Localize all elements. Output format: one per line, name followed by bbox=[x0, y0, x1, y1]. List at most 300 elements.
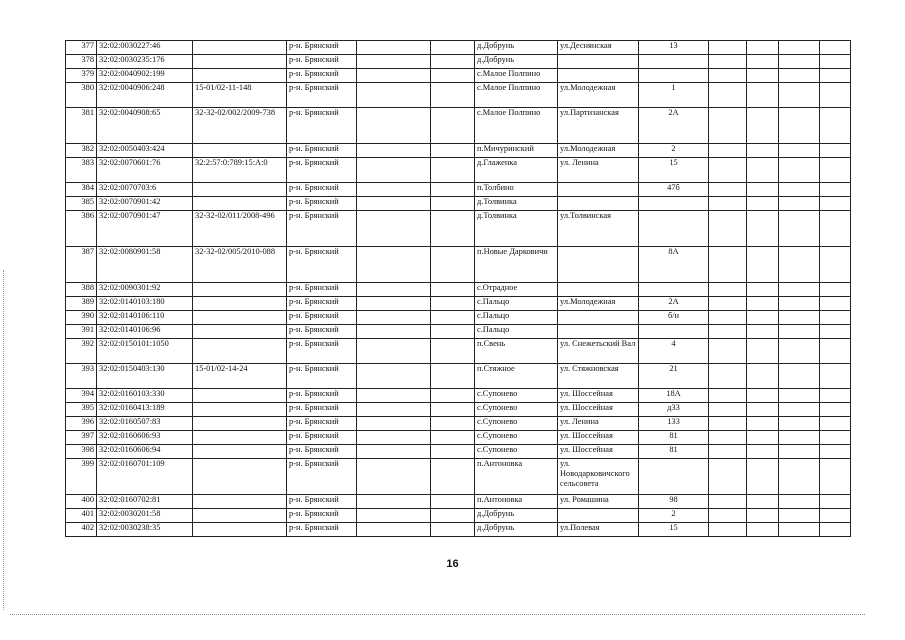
empty-cell bbox=[357, 403, 431, 417]
district: р-н. Брянский bbox=[287, 339, 357, 364]
empty-cell bbox=[431, 297, 475, 311]
cadastral-number: 32:02:0050403:424 bbox=[97, 144, 193, 158]
locality: п.Новые Дарковичи bbox=[475, 247, 558, 283]
empty-cell bbox=[431, 83, 475, 108]
cadastral-number: 32:02:0140106:110 bbox=[97, 311, 193, 325]
empty-cell bbox=[820, 183, 851, 197]
table-row bbox=[66, 211, 851, 247]
empty-cell bbox=[747, 211, 779, 247]
district: р-н. Брянский bbox=[287, 509, 357, 523]
street bbox=[558, 283, 639, 297]
empty-cell bbox=[431, 417, 475, 431]
row-number: 383 bbox=[66, 158, 97, 183]
empty-cell bbox=[709, 445, 747, 459]
empty-cell bbox=[357, 183, 431, 197]
empty-cell bbox=[779, 523, 820, 537]
table-row bbox=[66, 83, 851, 108]
empty-cell bbox=[709, 247, 747, 283]
empty-cell bbox=[779, 144, 820, 158]
empty-cell bbox=[431, 459, 475, 495]
district: р-н. Брянский bbox=[287, 41, 357, 55]
registration-number bbox=[193, 41, 287, 55]
district: р-н. Брянский bbox=[287, 495, 357, 509]
street bbox=[558, 197, 639, 211]
empty-cell bbox=[357, 459, 431, 495]
empty-cell bbox=[431, 41, 475, 55]
cadastral-number: 32:02:0150403:130 bbox=[97, 364, 193, 389]
empty-cell bbox=[779, 417, 820, 431]
empty-cell bbox=[709, 459, 747, 495]
row-number: 382 bbox=[66, 144, 97, 158]
street bbox=[558, 325, 639, 339]
empty-cell bbox=[709, 417, 747, 431]
empty-cell bbox=[357, 55, 431, 69]
registration-number bbox=[193, 183, 287, 197]
district: р-н. Брянский bbox=[287, 389, 357, 403]
empty-cell bbox=[357, 197, 431, 211]
row-number: 391 bbox=[66, 325, 97, 339]
empty-cell bbox=[431, 523, 475, 537]
cadastral-number: 32:02:0160702:81 bbox=[97, 495, 193, 509]
empty-cell bbox=[820, 403, 851, 417]
district: р-н. Брянский bbox=[287, 197, 357, 211]
empty-cell bbox=[747, 283, 779, 297]
registration-number bbox=[193, 69, 287, 83]
registration-number bbox=[193, 389, 287, 403]
empty-cell bbox=[747, 144, 779, 158]
row-number: 388 bbox=[66, 283, 97, 297]
empty-cell bbox=[709, 364, 747, 389]
street: ул.Партизанская bbox=[558, 108, 639, 144]
page-number: 16 bbox=[446, 558, 459, 570]
district: р-н. Брянский bbox=[287, 325, 357, 339]
empty-cell bbox=[357, 509, 431, 523]
empty-cell bbox=[820, 108, 851, 144]
row-number: 381 bbox=[66, 108, 97, 144]
district: р-н. Брянский bbox=[287, 364, 357, 389]
empty-cell bbox=[779, 108, 820, 144]
cadastral-number: 32:02:0160103:330 bbox=[97, 389, 193, 403]
table-body bbox=[66, 41, 851, 537]
empty-cell bbox=[820, 523, 851, 537]
empty-cell bbox=[357, 41, 431, 55]
empty-cell bbox=[747, 459, 779, 495]
empty-cell bbox=[431, 509, 475, 523]
row-number: 392 bbox=[66, 339, 97, 364]
district: р-н. Брянский bbox=[287, 417, 357, 431]
empty-cell bbox=[747, 55, 779, 69]
empty-cell bbox=[747, 509, 779, 523]
empty-cell bbox=[709, 41, 747, 55]
street bbox=[558, 55, 639, 69]
empty-cell bbox=[820, 459, 851, 495]
empty-cell bbox=[820, 83, 851, 108]
locality: с.Малое Полпино bbox=[475, 83, 558, 108]
row-number: 377 bbox=[66, 41, 97, 55]
empty-cell bbox=[357, 364, 431, 389]
street bbox=[558, 183, 639, 197]
empty-cell bbox=[820, 445, 851, 459]
locality: д.Глаженка bbox=[475, 158, 558, 183]
district: р-н. Брянский bbox=[287, 183, 357, 197]
empty-cell bbox=[709, 83, 747, 108]
row-number: 398 bbox=[66, 445, 97, 459]
locality: п.Антоновка bbox=[475, 495, 558, 509]
cadastral-number: 32:02:0070901:47 bbox=[97, 211, 193, 247]
empty-cell bbox=[357, 523, 431, 537]
empty-cell bbox=[709, 403, 747, 417]
empty-cell bbox=[779, 197, 820, 211]
empty-cell bbox=[779, 325, 820, 339]
empty-cell bbox=[779, 283, 820, 297]
street bbox=[558, 69, 639, 83]
empty-cell bbox=[357, 283, 431, 297]
empty-cell bbox=[747, 108, 779, 144]
registration-number bbox=[193, 431, 287, 445]
district: р-н. Брянский bbox=[287, 445, 357, 459]
district: р-н. Брянский bbox=[287, 459, 357, 495]
registration-number bbox=[193, 144, 287, 158]
empty-cell bbox=[431, 69, 475, 83]
empty-cell bbox=[709, 389, 747, 403]
district: р-н. Брянский bbox=[287, 431, 357, 445]
empty-cell bbox=[431, 158, 475, 183]
empty-cell bbox=[357, 389, 431, 403]
empty-cell bbox=[431, 144, 475, 158]
empty-cell bbox=[747, 311, 779, 325]
empty-cell bbox=[431, 197, 475, 211]
street: ул. Шоссейная bbox=[558, 403, 639, 417]
row-number: 399 bbox=[66, 459, 97, 495]
cadastral-number: 32:02:0090301:92 bbox=[97, 283, 193, 297]
locality: д.Добрунь bbox=[475, 55, 558, 69]
table-row bbox=[66, 311, 851, 325]
house-number bbox=[639, 459, 709, 495]
empty-cell bbox=[709, 509, 747, 523]
empty-cell bbox=[747, 523, 779, 537]
empty-cell bbox=[779, 69, 820, 83]
district: р-н. Брянский bbox=[287, 523, 357, 537]
registration-number bbox=[193, 339, 287, 364]
empty-cell bbox=[779, 339, 820, 364]
house-number: 21 bbox=[639, 364, 709, 389]
empty-cell bbox=[357, 69, 431, 83]
empty-cell bbox=[820, 55, 851, 69]
district: р-н. Брянский bbox=[287, 83, 357, 108]
empty-cell bbox=[779, 389, 820, 403]
empty-cell bbox=[431, 183, 475, 197]
street: ул.Деснянская bbox=[558, 41, 639, 55]
house-number: 15 bbox=[639, 158, 709, 183]
locality: д.Толвинка bbox=[475, 211, 558, 247]
empty-cell bbox=[357, 339, 431, 364]
house-number: 2А bbox=[639, 297, 709, 311]
cadastral-number: 32:02:0150101:1050 bbox=[97, 339, 193, 364]
empty-cell bbox=[779, 158, 820, 183]
row-number: 397 bbox=[66, 431, 97, 445]
row-number: 385 bbox=[66, 197, 97, 211]
empty-cell bbox=[779, 297, 820, 311]
empty-cell bbox=[431, 403, 475, 417]
empty-cell bbox=[747, 325, 779, 339]
empty-cell bbox=[357, 247, 431, 283]
registration-number bbox=[193, 445, 287, 459]
empty-cell bbox=[709, 211, 747, 247]
empty-cell bbox=[747, 158, 779, 183]
cadastral-number: 32:02:0140106:96 bbox=[97, 325, 193, 339]
empty-cell bbox=[709, 69, 747, 83]
registration-number bbox=[193, 509, 287, 523]
cadastral-number: 32:02:0040908:65 bbox=[97, 108, 193, 144]
registration-number bbox=[193, 283, 287, 297]
table-row bbox=[66, 445, 851, 459]
empty-cell bbox=[357, 445, 431, 459]
street: ул. Стяжновская bbox=[558, 364, 639, 389]
empty-cell bbox=[747, 495, 779, 509]
house-number: 1 bbox=[639, 83, 709, 108]
empty-cell bbox=[779, 445, 820, 459]
street: ул.Полевая bbox=[558, 523, 639, 537]
table-row bbox=[66, 364, 851, 389]
cadastral-number: 32:02:0070703:6 bbox=[97, 183, 193, 197]
row-number: 401 bbox=[66, 509, 97, 523]
cadastral-number: 32:02:0040902:199 bbox=[97, 69, 193, 83]
registration-number: 15-01/02-14-24 bbox=[193, 364, 287, 389]
empty-cell bbox=[747, 339, 779, 364]
empty-cell bbox=[431, 495, 475, 509]
empty-cell bbox=[820, 311, 851, 325]
row-number: 384 bbox=[66, 183, 97, 197]
empty-cell bbox=[820, 69, 851, 83]
registration-number bbox=[193, 417, 287, 431]
row-number: 389 bbox=[66, 297, 97, 311]
street bbox=[558, 247, 639, 283]
empty-cell bbox=[357, 211, 431, 247]
table-row bbox=[66, 158, 851, 183]
house-number: б/н bbox=[639, 311, 709, 325]
empty-cell bbox=[709, 311, 747, 325]
house-number: 2А bbox=[639, 108, 709, 144]
empty-cell bbox=[779, 247, 820, 283]
empty-cell bbox=[709, 55, 747, 69]
table-row bbox=[66, 417, 851, 431]
locality: с.Супонево bbox=[475, 403, 558, 417]
cadastral-number: 32:02:0030227:46 bbox=[97, 41, 193, 55]
empty-cell bbox=[820, 211, 851, 247]
empty-cell bbox=[357, 431, 431, 445]
house-number: 13 bbox=[639, 41, 709, 55]
empty-cell bbox=[779, 211, 820, 247]
house-number: 133 bbox=[639, 417, 709, 431]
empty-cell bbox=[747, 297, 779, 311]
table-row bbox=[66, 183, 851, 197]
empty-cell bbox=[431, 55, 475, 69]
cadastral-number: 32:02:0160606:94 bbox=[97, 445, 193, 459]
house-number bbox=[639, 211, 709, 247]
locality: с.Пальцо bbox=[475, 297, 558, 311]
empty-cell bbox=[431, 247, 475, 283]
empty-cell bbox=[779, 459, 820, 495]
empty-cell bbox=[357, 158, 431, 183]
empty-cell bbox=[709, 325, 747, 339]
locality: с.Пальцо bbox=[475, 311, 558, 325]
registration-number bbox=[193, 523, 287, 537]
row-number: 379 bbox=[66, 69, 97, 83]
empty-cell bbox=[779, 311, 820, 325]
empty-cell bbox=[779, 183, 820, 197]
table-row bbox=[66, 403, 851, 417]
row-number: 396 bbox=[66, 417, 97, 431]
empty-cell bbox=[820, 495, 851, 509]
table-row bbox=[66, 108, 851, 144]
row-number: 380 bbox=[66, 83, 97, 108]
empty-cell bbox=[747, 417, 779, 431]
row-number: 400 bbox=[66, 495, 97, 509]
table-row bbox=[66, 55, 851, 69]
empty-cell bbox=[709, 158, 747, 183]
street: ул. Шоссейная bbox=[558, 431, 639, 445]
district: р-н. Брянский bbox=[287, 247, 357, 283]
district: р-н. Брянский bbox=[287, 108, 357, 144]
empty-cell bbox=[820, 509, 851, 523]
street: ул. Новодарковичского сельсовета bbox=[558, 459, 639, 495]
empty-cell bbox=[357, 325, 431, 339]
table-row bbox=[66, 431, 851, 445]
empty-cell bbox=[779, 364, 820, 389]
house-number: 2 bbox=[639, 509, 709, 523]
street: ул. Шоссейная bbox=[558, 389, 639, 403]
empty-cell bbox=[779, 41, 820, 55]
empty-cell bbox=[779, 83, 820, 108]
empty-cell bbox=[709, 108, 747, 144]
empty-cell bbox=[431, 431, 475, 445]
empty-cell bbox=[431, 389, 475, 403]
district: р-н. Брянский bbox=[287, 158, 357, 183]
locality: д.Толвинка bbox=[475, 197, 558, 211]
empty-cell bbox=[709, 523, 747, 537]
locality: п.Толбино bbox=[475, 183, 558, 197]
empty-cell bbox=[747, 83, 779, 108]
table-row bbox=[66, 339, 851, 364]
property-table bbox=[65, 40, 851, 537]
locality: с.Супонево bbox=[475, 417, 558, 431]
empty-cell bbox=[820, 364, 851, 389]
table-row bbox=[66, 144, 851, 158]
house-number: 15 bbox=[639, 523, 709, 537]
row-number: 402 bbox=[66, 523, 97, 537]
empty-cell bbox=[747, 197, 779, 211]
empty-cell bbox=[820, 41, 851, 55]
empty-cell bbox=[820, 297, 851, 311]
district: р-н. Брянский bbox=[287, 311, 357, 325]
empty-cell bbox=[709, 431, 747, 445]
row-number: 390 bbox=[66, 311, 97, 325]
table-row bbox=[66, 69, 851, 83]
empty-cell bbox=[779, 403, 820, 417]
house-number bbox=[639, 197, 709, 211]
locality: с.Супонево bbox=[475, 389, 558, 403]
house-number: 8А bbox=[639, 247, 709, 283]
house-number: 81 bbox=[639, 445, 709, 459]
empty-cell bbox=[820, 417, 851, 431]
empty-cell bbox=[431, 311, 475, 325]
empty-cell bbox=[357, 83, 431, 108]
house-number: 81 bbox=[639, 431, 709, 445]
empty-cell bbox=[357, 297, 431, 311]
street: ул.Молодежная bbox=[558, 83, 639, 108]
street: ул.Молодежная bbox=[558, 144, 639, 158]
house-number bbox=[639, 283, 709, 297]
locality: с.Супонево bbox=[475, 445, 558, 459]
scan-artifact-line bbox=[10, 612, 865, 615]
house-number bbox=[639, 325, 709, 339]
registration-number bbox=[193, 197, 287, 211]
empty-cell bbox=[357, 108, 431, 144]
registration-number: 32:2:57:0:789:15:А:0 bbox=[193, 158, 287, 183]
table-row bbox=[66, 389, 851, 403]
street: ул. Ромашина bbox=[558, 495, 639, 509]
district: р-н. Брянский bbox=[287, 55, 357, 69]
empty-cell bbox=[747, 69, 779, 83]
empty-cell bbox=[820, 144, 851, 158]
table-row bbox=[66, 509, 851, 523]
table-row bbox=[66, 283, 851, 297]
street: ул.Молодежная bbox=[558, 297, 639, 311]
cadastral-number: 32:02:0030201:58 bbox=[97, 509, 193, 523]
street: ул. Ленина bbox=[558, 158, 639, 183]
cadastral-number: 32:02:0030235:176 bbox=[97, 55, 193, 69]
table-row bbox=[66, 495, 851, 509]
empty-cell bbox=[709, 495, 747, 509]
empty-cell bbox=[779, 431, 820, 445]
registration-number bbox=[193, 325, 287, 339]
empty-cell bbox=[709, 283, 747, 297]
empty-cell bbox=[747, 403, 779, 417]
locality: п.Мичуринский bbox=[475, 144, 558, 158]
empty-cell bbox=[431, 325, 475, 339]
registration-number bbox=[193, 55, 287, 69]
empty-cell bbox=[820, 197, 851, 211]
empty-cell bbox=[820, 325, 851, 339]
locality: с.Малое Полпино bbox=[475, 108, 558, 144]
house-number: 4 bbox=[639, 339, 709, 364]
house-number: д33 bbox=[639, 403, 709, 417]
district: р-н. Брянский bbox=[287, 297, 357, 311]
table-row bbox=[66, 325, 851, 339]
empty-cell bbox=[431, 283, 475, 297]
district: р-н. Брянский bbox=[287, 211, 357, 247]
empty-cell bbox=[820, 431, 851, 445]
scan-edge-line bbox=[3, 270, 5, 610]
row-number: 387 bbox=[66, 247, 97, 283]
empty-cell bbox=[357, 417, 431, 431]
empty-cell bbox=[779, 55, 820, 69]
table-row bbox=[66, 523, 851, 537]
empty-cell bbox=[820, 247, 851, 283]
street: ул.Толвинская bbox=[558, 211, 639, 247]
cadastral-number: 32:02:0160507:83 bbox=[97, 417, 193, 431]
empty-cell bbox=[820, 283, 851, 297]
registration-number bbox=[193, 297, 287, 311]
registration-number: 32-32-02/002/2009-738 bbox=[193, 108, 287, 144]
registration-number: 32-32-02/005/2010-088 bbox=[193, 247, 287, 283]
locality: д.Добрунь bbox=[475, 509, 558, 523]
street: ул. Снежетьский Вал bbox=[558, 339, 639, 364]
street bbox=[558, 509, 639, 523]
district: р-н. Брянский bbox=[287, 144, 357, 158]
empty-cell bbox=[747, 247, 779, 283]
empty-cell bbox=[747, 183, 779, 197]
